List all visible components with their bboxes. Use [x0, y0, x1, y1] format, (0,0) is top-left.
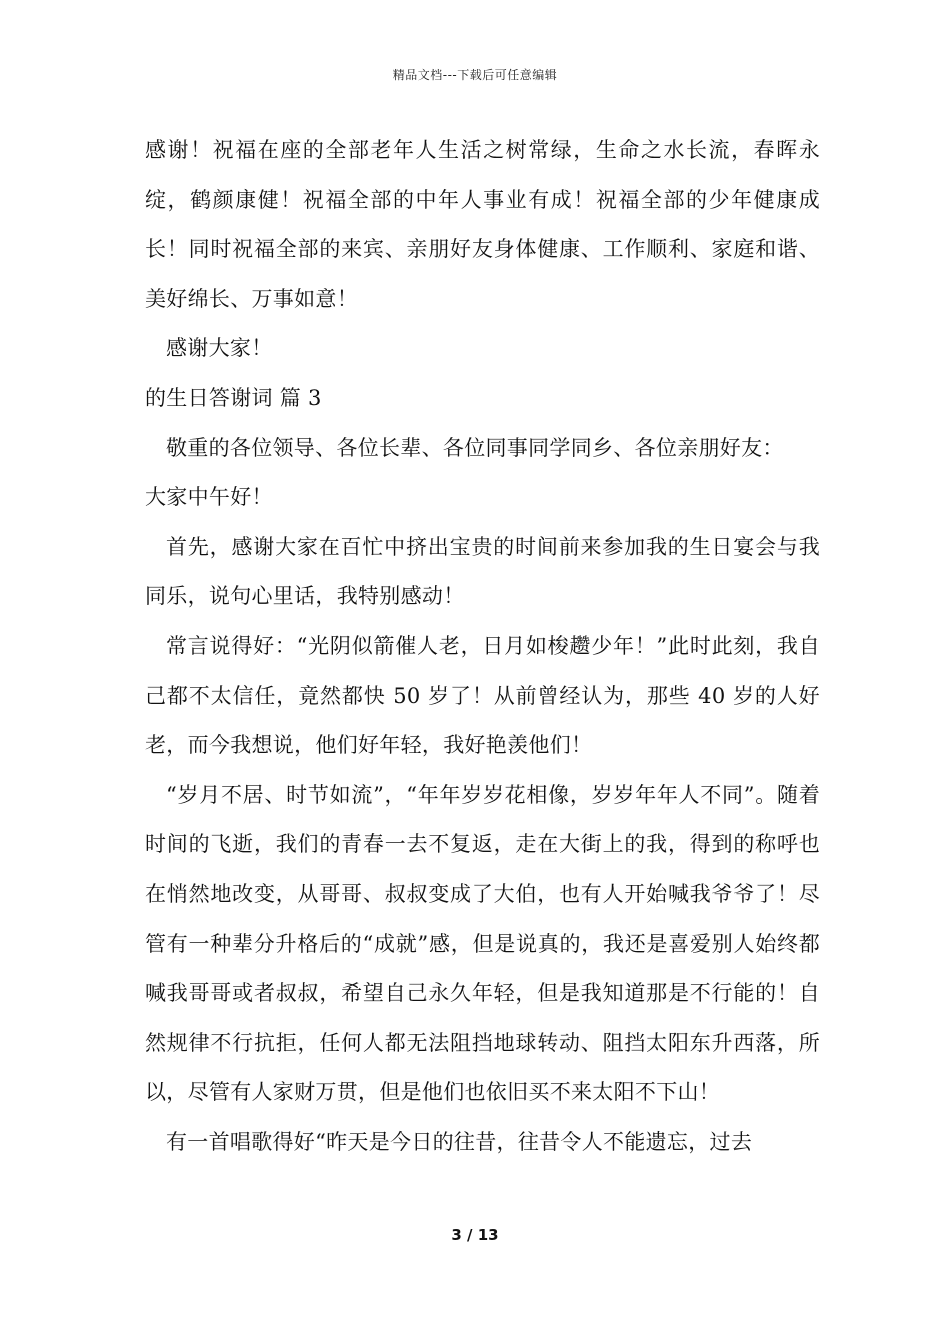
paragraph-greeting: 大家中午好！ — [145, 485, 273, 510]
paragraph-saying: 常言说得好：“光阴似箭催人老，日月如梭趱少年！”此时此刻，我自己都不太信任，竟然都快 50 岁了！从前曾经认为，那些 40 岁的人好老，而今我想说，他们好年轻，我好艳羡他们！ — [145, 633, 820, 758]
document-body — [145, 126, 820, 1167]
paragraph-thanks: 感谢大家！ — [166, 336, 273, 361]
paragraph-greeting-address: 敬重的各位领导、各位长辈、各位同事同学同乡、各位亲朋好友： — [166, 435, 784, 460]
paragraph-first: 首先，感谢大家在百忙中挤出宝贵的时间前来参加我的生日宴会与我同乐，说句心里话，我特别感动！ — [145, 534, 820, 609]
page-number: 3 / 13 — [451, 1226, 499, 1244]
page-header: 精品文档---下载后可任意编辑 — [392, 68, 558, 82]
paragraph-blessing: 感谢！祝福在座的全部老年人生活之树常绿，生命之水长流，春晖永绽，鹤颜康健！祝福全部的中年人事业有成！祝福全部的少年健康成长！同时祝福全部的来宾、亲朋好友身体健康、工作顺利、家庭和谐、美好绵长、万事如意！ — [145, 138, 820, 311]
section-heading: 的生日答谢词 篇 3 — [145, 385, 322, 410]
paragraph-song: 有一首唱歌得好“昨天是今日的往昔，往昔令人不能遗忘，过去 — [166, 1129, 753, 1154]
paragraph-time: “岁月不居、时节如流”，“年年岁岁花相像，岁岁年年人不同”。随着时间的飞逝，我们的青春一去不复返，走在大街上的我，得到的称呼也在悄然地改变，从哥哥、叔叔变成了大伯，也有人开始喊我爷爷了！尽管有一种辈分升格后的“成就”感，但是说真的，我还是喜爱别人始终都喊我哥哥或者叔叔，希望自己永久年轻，但是我知道那是不行能的！自然规律不行抗拒，任何人都无法阻挡地球转动、阻挡太阳东升西落，所以，尽管有人家财万贯，但是他们也依旧买不来太阳不下山！ — [145, 782, 820, 1105]
